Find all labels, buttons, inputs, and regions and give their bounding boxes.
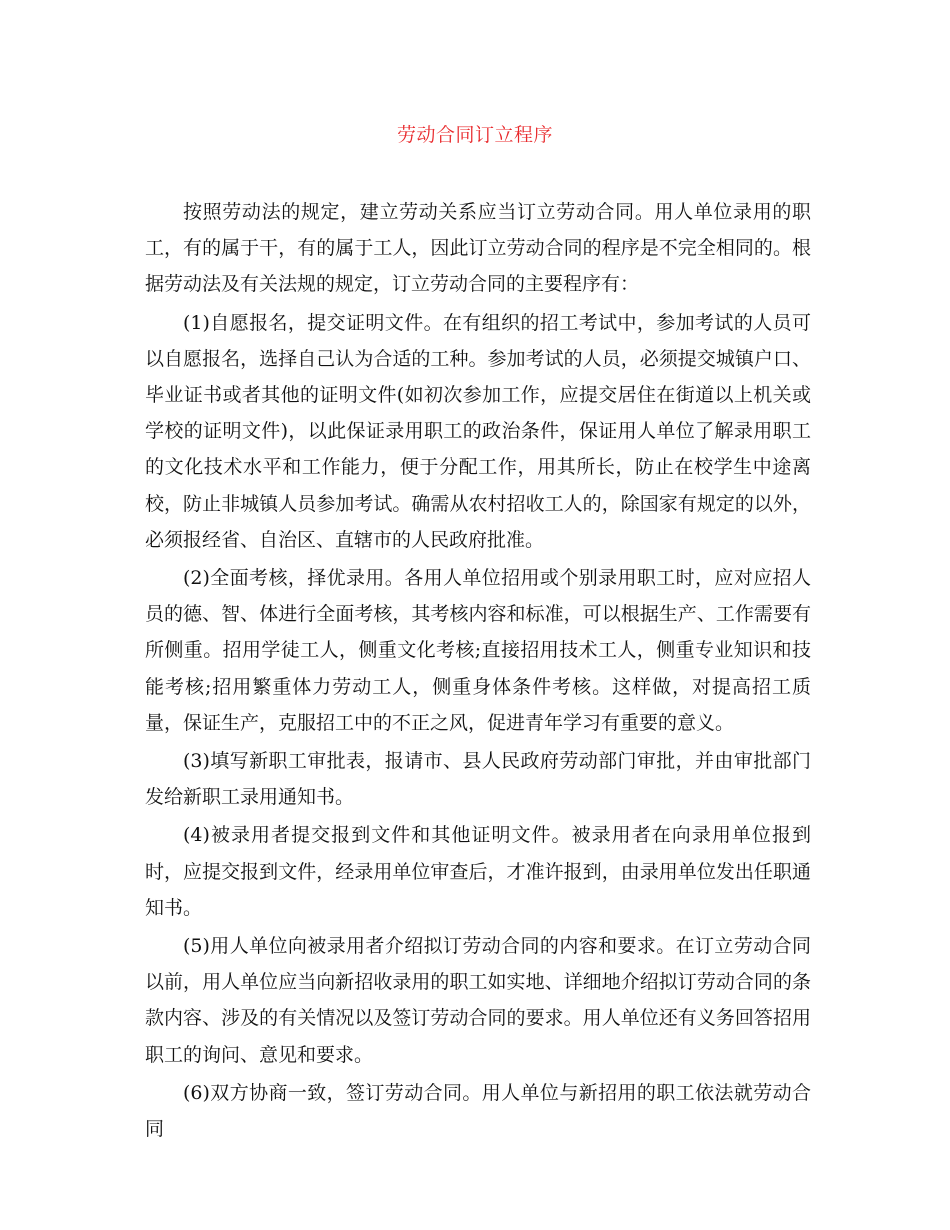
document-title: 劳动合同订立程序 — [396, 124, 553, 146]
paragraph-step-4: (4)被录用者提交报到文件和其他证明文件。被录用者在向录用单位报到时，应提交报到文件，经录用单位审查后，才准许报到，由录用单位发出任职通知书。 — [145, 824, 811, 919]
paragraph-step-5: (5)用人单位向被录用者介绍拟订劳动合同的内容和要求。在订立劳动合同以前，用人单位应当向新招收录用的职工如实地、详细地介绍拟订劳动合同的条款内容、涉及的有关情况以及签订劳动合同的要求。用人单位还有义务回答招用职工的询问、意见和要求。 — [145, 935, 811, 1066]
paragraph-intro: 按照劳动法的规定，建立劳动关系应当订立劳动合同。用人单位录用的职工，有的属于干，有的属于工人，因此订立劳动合同的程序是不完全相同的。根据劳动法及有关法规的规定，订立劳动合同的主要程序有： — [145, 201, 811, 296]
paragraph-step-3: (3)填写新职工审批表，报请市、县人民政府劳动部门审批，并由审批部门发给新职工录用通知书。 — [145, 750, 811, 809]
paragraph-step-1: (1)自愿报名，提交证明文件。在有组织的招工考试中，参加考试的人员可以自愿报名，选择自己认为合适的工种。参加考试的人员，必须提交城镇户口、毕业证书或者其他的证明文件(如初次参加工作，应提交居住在街道以上机关或学校的证明文件)，以此保证录用职工的政治条件，保证用人单位了解录用职工的文化技术水平和工作能力，便于分配工作，用其所长，防止在校学生中途离校，防止非城镇人员参加考试。确需从农村招收工人的，除国家有规定的以外，必须报经省、自治区、直辖市的人民政府批准。 — [145, 311, 811, 551]
paragraph-step-6: (6)双方协商一致，签订劳动合同。用人单位与新招用的职工依法就劳动合同 — [145, 1081, 811, 1141]
paragraph-step-2: (2)全面考核，择优录用。各用人单位招用或个别录用职工时，应对应招人员的德、智、体进行全面考核，其考核内容和标准，可以根据生产、工作需要有所侧重。招用学徒工人，侧重文化考核;直接招用技术工人，侧重专业知识和技能考核;招用繁重体力劳动工人，侧重身体条件考核。这样做，对提高招工质量，保证生产，克服招工中的不正之风，促进青年学习有重要的意义。 — [145, 567, 811, 734]
document-body — [145, 194, 811, 1149]
